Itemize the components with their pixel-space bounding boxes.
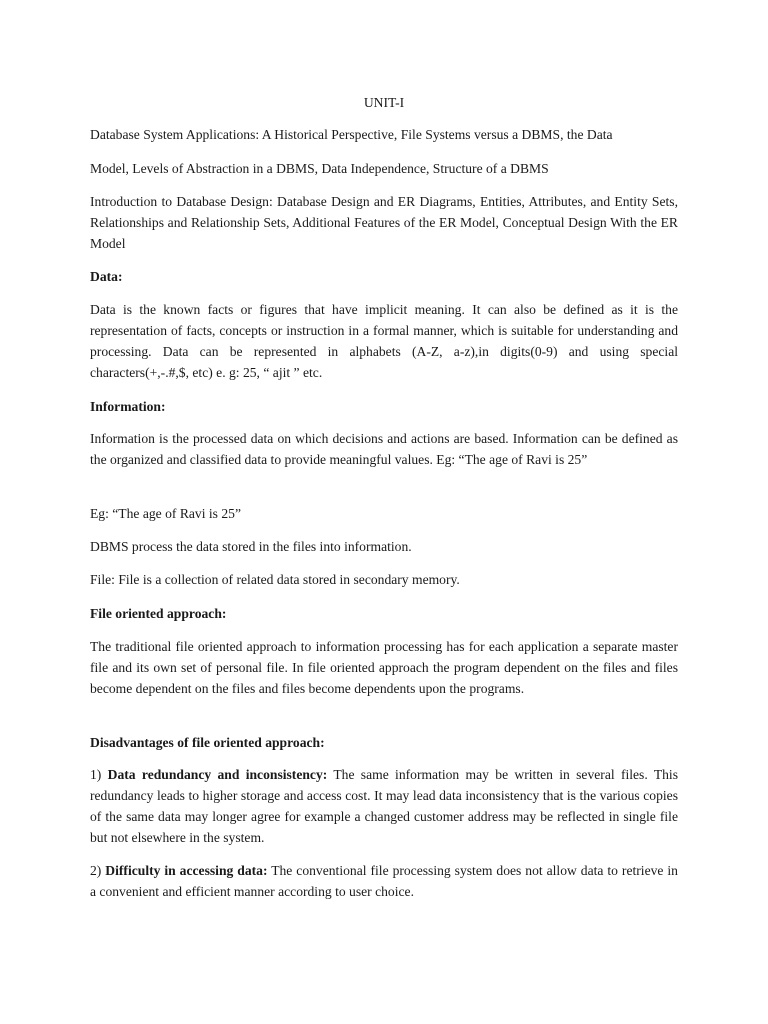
- example-line: Eg: “The age of Ravi is 25”: [90, 506, 241, 521]
- dbms-line: DBMS process the data stored in the files into information.: [90, 539, 412, 554]
- data-heading: Data:: [90, 269, 123, 284]
- point-1-title: Data redundancy and inconsistency:: [107, 767, 328, 782]
- point-1-number: 1): [90, 767, 108, 782]
- disadvantages-heading: Disadvantages of file oriented approach:: [90, 735, 325, 750]
- point-1-text: The same information may be written in several files. This redundancy leads to higher storage and access cost. It may lead data inconsistency that is the various copies of the same data may longer agree for example a changed customer address may be reflected in single file but not elsewhere in the system.: [90, 767, 678, 845]
- data-paragraph: Data is the known facts or figures that have implicit meaning. It can also be defined as it is the representation of facts, concepts or instruction in a formal manner, which is suitable for understanding and processing. Data can be represented in alphabets (A-Z, a-z),in digits(0-9) and using special characters(+,-.#,$, etc) e. g: 25, “ ajit ” etc.: [90, 302, 678, 380]
- information-heading: Information:: [90, 399, 166, 414]
- information-paragraph: Information is the processed data on which decisions and actions are based. Information can be defined as the organized and classified data to provide meaningful values. Eg: “The age of Ravi is 25”: [90, 431, 678, 467]
- file-definition-line: File: File is a collection of related data stored in secondary memory.: [90, 572, 460, 587]
- file-oriented-paragraph: The traditional file oriented approach to information processing has for each application a separate master file and its own set of personal file. In file oriented approach the program dependent on the files and files become dependent on the files and files become dependents upon the programs.: [90, 639, 678, 696]
- syllabus-paragraph: Introduction to Database Design: Database Design and ER Diagrams, Entities, Attributes, and Entity Sets, Relationships and Relationship Sets, Additional Features of the ER Model, Conceptual Design With the ER Model: [90, 194, 678, 251]
- syllabus-line-2: Model, Levels of Abstraction in a DBMS, Data Independence, Structure of a DBMS: [90, 161, 549, 176]
- point-2-text: The conventional file processing system does not allow data to retrieve in a convenient and efficient manner according to user choice.: [90, 863, 678, 899]
- point-2-number: 2): [90, 863, 106, 878]
- point-2-title: Difficulty in accessing data:: [105, 863, 268, 878]
- disadvantage-point-1: [90, 764, 678, 848]
- syllabus-line-1: Database System Applications: A Historical Perspective, File Systems versus a DBMS, the Data: [90, 127, 613, 142]
- disadvantage-point-2: [90, 860, 678, 902]
- page-title: UNIT-I: [363, 95, 405, 110]
- file-oriented-heading: File oriented approach:: [90, 606, 227, 621]
